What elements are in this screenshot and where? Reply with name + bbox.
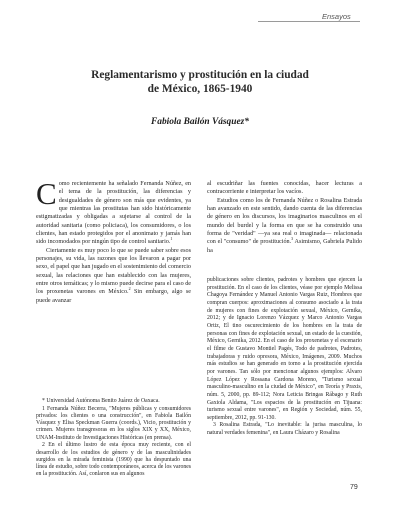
footnote-marker: 1 [170,236,173,242]
body-paragraph: al escudriñar las fuentes conocidas, hacer lecturas a contracorriente e interpretar los vacíos. [207,181,362,196]
paragraph-text: Asimismo, Gabriela Pulido ha [207,239,362,254]
footnote: * Universidad Autónoma Benito Juárez de Oaxaca. [42,398,160,404]
footnote: publicaciones sobre clientes, padrotes y hombres que ejercen la prostitución. En el caso de los clientes, véase por ejemplo Melissa Chagoya Fernández y Manuel Antonio Vargas Ruiz, Hombres que compran cuerpos: aproximaciones al consumo asociado a la trata de mujeres con fines de explotación sexual, México, Gernika, 2012; y de Ignacio Lorenzo Vázquez y Marco Antonio Vargas Ortiz, El tino oscurecimiento de los hombres en la trata de personas con fines de explotación sexual, un estado de la cuestión, México, Gernika, 2012. En el caso de los proxenetas y el escenario el filme de Gustavo Montiel Pagés, Todo de padrotes, Padrotes, trabajadoras y ruido opresora, México, Imágenes, 2009. Muchos más estudios se han generado en torno a la prostitución ejercida por varones. Tan sólo por mencionar algunos ejemplos: Alvaro López López y Rossana Cardona Moreno, "Turismo sexual masculino-masculino en la ciudad de México", en Teoría y Praxis, núm. 5, 2000, pp. 89-112; Nora Leticia Bringas Rábago y Ruth Gaxiola Aldama, "Los espacios de la prostitución en Tijuana: turismo sexual entre varones", en Región y Sociedad, núm. 55, septiembre, 2012, pp. 91-130. [207,277,362,421]
drop-cap: C [36,176,57,211]
paragraph-text: omo recientemente ha señalado Fernanda Núñez, en el tema de la prostitución, las diferencias y desigualdades de género son más que evidentes, ya que mientras las prostitutas han sido históricamente estigmatizadas y obligadas a sujetarse al control de la autoridad sanitaria (como policiaca), los consumidores, o los clientes, han estado protegidos por el anonimato y jamás han sido incomodados por ningún tipo de control sanitario. [36,181,191,246]
footnote-marker: 3 [291,236,294,242]
footnotes-left [36,398,191,479]
paragraph-text: Sin embargo, algo se puede avanzar [36,289,191,304]
footnotes-right [207,277,362,438]
footnote: 1 Fernanda Núñez Becerra, "Mujeres públicas y consumidores privados: los clientes o una construcción", en Fabiola Bailón Vásquez y Elisa Speckman Guerra (coords.), Vicio, prostitución y crimen. Mujeres transgresoras en los siglos XIX y XX, México, UNAM-Instituto de Investigaciones Históricas (en prensa). [36,405,191,441]
body-column-right [207,180,362,255]
body-paragraph [36,247,191,305]
body-paragraph [207,197,362,255]
footnote-marker: 2 [128,286,131,292]
article-title-line-2: de México, 1865-1940 [147,83,253,95]
page-number: 79 [350,484,358,491]
body-paragraph [36,176,191,247]
article-title-line-1: Reglamentarismo y prostitución en la ciudad [91,69,309,81]
paragraph-text: Ciertamente es muy poco lo que se puede saber sobre esos personajes, su vida, las razones que los llevaron a pagar por sexo, el papel que han jugado en el sostenimiento del comercio sexual, las relaciones que han establecido con las mujeres, entre otros temáticas; y lo mismo puede decirse para el caso de los proxenetas varones en México. [36,247,192,296]
author-name: Fabiola Bailón Vásquez* [151,117,249,127]
header-rule [258,21,360,22]
section-label: Ensayos [322,12,351,21]
paragraph-text: Estudios como los de Fernanda Núñez o Rosalina Estrada han avanzado en este sentido, dando cuenta de las diferencias de género en los discursos, los imaginarios masculinos en el mundo del burdel y la forma en que se ha construido una forma de "veridad" —ya sea real o imaginada— relacionada con el "consumo" de prostitución. [207,197,362,246]
body-column-left [36,176,192,305]
article-title [60,68,340,96]
footnote: 2 En el último lustro de esta época muy reciente, con el desarrollo de los estudios de género y de las masculinidades surgidos en la mirada feminista (1990) que ha despuntado una línea de estudio, sobre todo contemporáneos, acerca de los varones en la prostitución. Así, conlaron sus en algunos [36,442,191,478]
footnote: 3 Rosalina Estrada, "Lo inevitable: la jurisa masculina, lo natural verdades femenina", en Laura Cházaro y Rosalina [207,422,362,437]
